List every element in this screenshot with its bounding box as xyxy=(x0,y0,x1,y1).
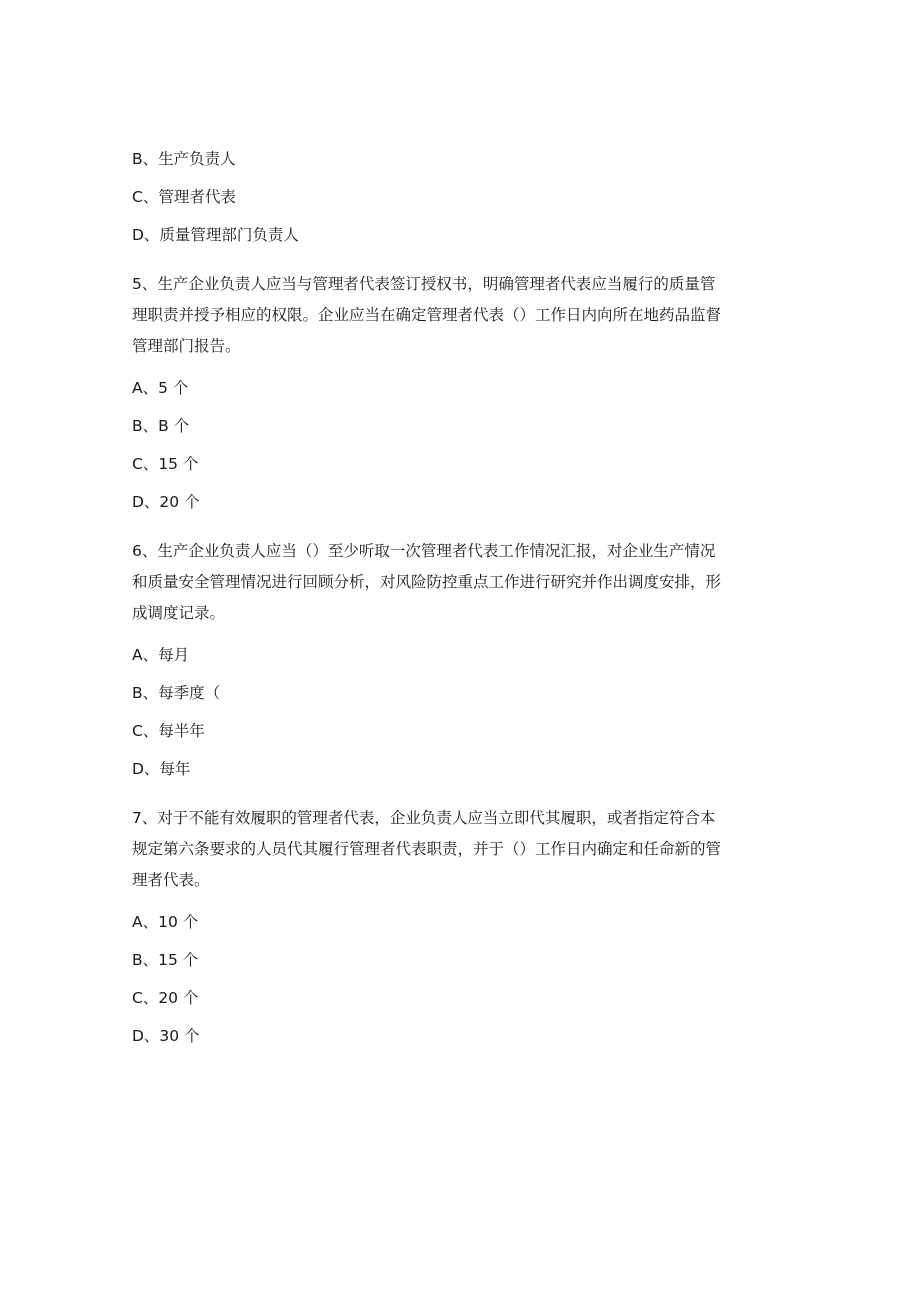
q7-option-d: D、30 个 xyxy=(132,1027,200,1045)
q6-option-d: D、每年 xyxy=(132,760,191,778)
q6-line-1: 6、生产企业负责人应当（）至少听取一次管理者代表工作情况汇报，对企业生产情况 xyxy=(132,542,716,560)
q7-option-c: C、20 个 xyxy=(132,989,199,1007)
q6-line-2: 和质量安全管理情况进行回顾分析，对风险防控重点工作进行研究并作出调度安排，形 xyxy=(132,573,722,591)
q7-option-a: A、10 个 xyxy=(132,913,199,931)
q6-option-a: A、每月 xyxy=(132,646,190,664)
question-6-text xyxy=(132,536,782,629)
q7-line-1: 7、对于不能有效履职的管理者代表，企业负责人应当立即代其履职，或者指定符合本 xyxy=(132,809,716,827)
q4-option-c: C、管理者代表 xyxy=(132,188,236,206)
q4-option-d: D、质量管理部门负责人 xyxy=(132,226,299,244)
q7-line-3: 理者代表。 xyxy=(132,871,210,889)
question-4-options xyxy=(132,147,782,247)
q6-line-3: 成调度记录。 xyxy=(132,604,226,622)
q7-line-2: 规定第六条要求的人员代其履行管理者代表职责，并于（）工作日内确定和任命新的管 xyxy=(132,840,722,858)
q6-option-c: C、每半年 xyxy=(132,722,205,740)
q5-line-2: 理职责并授予相应的权限。企业应当在确定管理者代表（）工作日内向所在地药品监督 xyxy=(132,306,722,324)
question-6 xyxy=(132,536,782,781)
q5-line-1: 5、生产企业负责人应当与管理者代表签订授权书，明确管理者代表应当履行的质量管 xyxy=(132,275,716,293)
q6-option-b: B、每季度（ xyxy=(132,684,221,702)
question-7-text xyxy=(132,803,782,896)
document-content xyxy=(132,147,782,1062)
q5-option-a: A、5 个 xyxy=(132,379,189,397)
q5-option-c: C、15 个 xyxy=(132,455,199,473)
question-7 xyxy=(132,803,782,1048)
q7-option-b: B、15 个 xyxy=(132,951,199,969)
q5-line-3: 管理部门报告。 xyxy=(132,337,241,355)
q4-option-b: B、生产负责人 xyxy=(132,150,236,168)
question-5 xyxy=(132,269,782,514)
q5-option-b: B、B 个 xyxy=(132,417,190,435)
question-5-text xyxy=(132,269,782,362)
q5-option-d: D、20 个 xyxy=(132,493,200,511)
